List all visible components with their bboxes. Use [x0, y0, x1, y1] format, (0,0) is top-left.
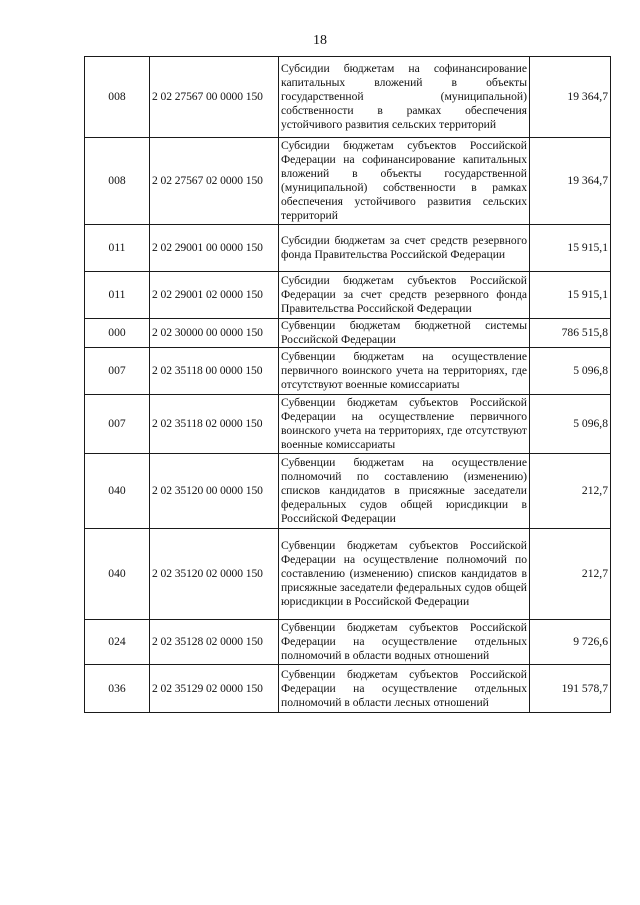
table-row	[85, 454, 611, 529]
revenue-name-cell: Субсидии бюджетам за счет средств резервного фонда Правительства Российской Федерации	[279, 225, 530, 272]
amount-cell: 15 915,1	[530, 272, 611, 319]
budget-classification-code-cell: 2 02 35120 00 0000 150	[150, 454, 279, 529]
budget-revenue-table	[84, 56, 611, 713]
admin-code-cell: 007	[85, 348, 150, 395]
admin-code-cell: 024	[85, 620, 150, 665]
admin-code-cell: 011	[85, 225, 150, 272]
table-row	[85, 272, 611, 319]
admin-code-cell: 007	[85, 395, 150, 454]
revenue-name-cell: Субвенции бюджетам субъектов Российской Федерации на осуществление первичного воинского учета на территориях, где отсутствуют военные комиссариаты	[279, 395, 530, 454]
revenue-name-cell: Субвенции бюджетам субъектов Российской Федерации на осуществление полномочий по составлению (изменению) списков кандидатов в присяжные заседатели федеральных судов общей юрисдикции в Российской Федерации	[279, 529, 530, 620]
amount-cell: 19 364,7	[530, 57, 611, 138]
amount-cell: 15 915,1	[530, 225, 611, 272]
budget-classification-code-cell: 2 02 35120 02 0000 150	[150, 529, 279, 620]
admin-code-cell: 008	[85, 138, 150, 225]
admin-code-cell: 011	[85, 272, 150, 319]
amount-cell: 212,7	[530, 454, 611, 529]
amount-cell: 191 578,7	[530, 665, 611, 713]
page-number: 18	[313, 33, 327, 48]
budget-classification-code-cell: 2 02 30000 00 0000 150	[150, 319, 279, 348]
budget-classification-code-cell: 2 02 35129 02 0000 150	[150, 665, 279, 713]
table-row	[85, 665, 611, 713]
revenue-name-cell: Субвенции бюджетам на осуществление полномочий по составлению (изменению) списков кандидатов в присяжные заседатели федеральных судов общей юрисдикции в Российской Федерации	[279, 454, 530, 529]
revenue-name-cell: Субвенции бюджетам субъектов Российской Федерации на осуществление отдельных полномочий в области лесных отношений	[279, 665, 530, 713]
budget-classification-code-cell: 2 02 35128 02 0000 150	[150, 620, 279, 665]
amount-cell: 9 726,6	[530, 620, 611, 665]
table-row	[85, 319, 611, 348]
amount-cell: 19 364,7	[530, 138, 611, 225]
admin-code-cell: 040	[85, 454, 150, 529]
table-row	[85, 57, 611, 138]
revenue-name-cell: Субвенции бюджетам субъектов Российской Федерации на осуществление отдельных полномочий в области водных отношений	[279, 620, 530, 665]
budget-classification-code-cell: 2 02 35118 02 0000 150	[150, 395, 279, 454]
revenue-name-cell: Субсидии бюджетам субъектов Российской Федерации на софинансирование капитальных вложений в объекты государственной (муниципальной) собственности в рамках обеспечения устойчивого развития сельских территорий	[279, 138, 530, 225]
amount-cell: 5 096,8	[530, 395, 611, 454]
amount-cell: 786 515,8	[530, 319, 611, 348]
amount-cell: 5 096,8	[530, 348, 611, 395]
table-row	[85, 529, 611, 620]
budget-classification-code-cell: 2 02 35118 00 0000 150	[150, 348, 279, 395]
budget-classification-code-cell: 2 02 27567 00 0000 150	[150, 57, 279, 138]
table-row	[85, 138, 611, 225]
budget-classification-code-cell: 2 02 29001 00 0000 150	[150, 225, 279, 272]
revenue-name-cell: Субсидии бюджетам на софинансирование капитальных вложений в объекты государственной (муниципальной) собственности в рамках обеспечения устойчивого развития сельских территорий	[279, 57, 530, 138]
table-row	[85, 395, 611, 454]
budget-classification-code-cell: 2 02 27567 02 0000 150	[150, 138, 279, 225]
amount-cell: 212,7	[530, 529, 611, 620]
table-row	[85, 225, 611, 272]
table-row	[85, 620, 611, 665]
revenue-name-cell: Субсидии бюджетам субъектов Российской Федерации за счет средств резервного фонда Правительства Российской Федерации	[279, 272, 530, 319]
admin-code-cell: 040	[85, 529, 150, 620]
admin-code-cell: 008	[85, 57, 150, 138]
budget-classification-code-cell: 2 02 29001 02 0000 150	[150, 272, 279, 319]
revenue-name-cell: Субвенции бюджетам бюджетной системы Российской Федерации	[279, 319, 530, 348]
admin-code-cell: 000	[85, 319, 150, 348]
admin-code-cell: 036	[85, 665, 150, 713]
table-row	[85, 348, 611, 395]
revenue-name-cell: Субвенции бюджетам на осуществление первичного воинского учета на территориях, где отсутствуют военные комиссариаты	[279, 348, 530, 395]
